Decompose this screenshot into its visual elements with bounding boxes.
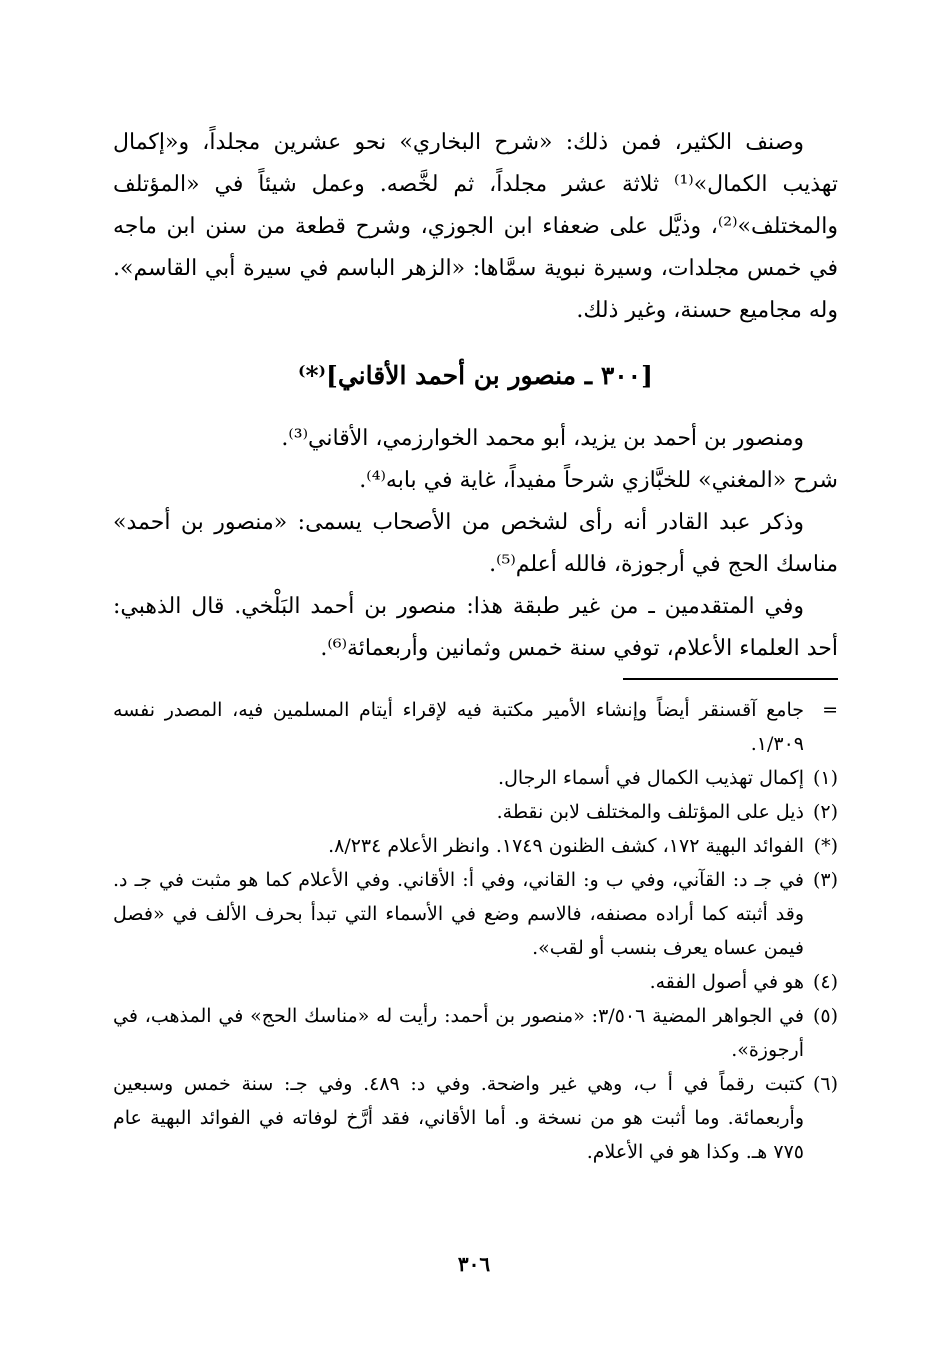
footnote-text: الفوائد البهية ١٧٢، كشف الظنون ١٧٤٩. وانظر الأعلام ٨/٢٣٤. — [328, 835, 804, 857]
footnote-mark: (٦) — [812, 1073, 838, 1095]
page-number: ٣٠٦ — [457, 1252, 491, 1276]
footnote-text: إكمال تهذيب الكمال في أسماء الرجال. — [498, 767, 804, 789]
footnote-mark: = — [822, 699, 838, 721]
footnote-item — [113, 999, 838, 1067]
footnote-mark: (٤) — [812, 971, 838, 993]
footnote-item — [113, 693, 838, 761]
entry-text-block — [113, 418, 838, 670]
entry-paragraph-3: وذكر عبد القادر أنه رأى لشخص من الأصحاب يسمى: «منصور بن أحمد» مناسك الحج في أرجوزة، فالله أعلم⁽⁵⁾. — [113, 510, 838, 577]
main-text-block — [113, 122, 838, 332]
paragraph-works: وصنف الكثير، فمن ذلك: «شرح البخاري» نحو عشرين مجلداً، و«إكمال تهذيب الكمال»⁽¹⁾ ثلاثة عشر مجلداً، ثم لخَّصه. وعمل شيئاً في «المؤتلف والمختلف»⁽²⁾، وذيَّل على ضعفاء ابن الجوزي، وشرح قطعة من سنن ابن ماجه في خمس مجلدات، وسيرة نبوية سمَّاها: «الزهر الباسم في سيرة أبي القاسم». وله مجاميع حسنة، وغير ذلك. — [113, 130, 839, 323]
footnote-item — [113, 863, 838, 965]
footnote-item — [113, 1067, 838, 1169]
footnote-text: كتبت رقماً في أ ب، وهي غير واضحة. وفي د: ٤٨٩. وفي جـ: سنة خمس وسبعين وأربعمائة. وما أثبت هو من نسخة و. أما الأقاني، فقد أرَّخ لوفاته في الفوائد البهية عام ٧٧٥ هـ. وكذا هو في الأعلام. — [113, 1073, 805, 1163]
footnote-text: جامع آقسنقر أيضاً وإنشاء الأمير مكتبة فيه لإقراء أيتام المسلمين فيه، المصدر نفسه ١/٣٠٩. — [113, 699, 804, 755]
footnote-text: ذيل على المؤتلف والمختلف لابن نقطة. — [496, 801, 804, 823]
footnote-mark: (٢) — [812, 801, 838, 823]
footnote-item — [113, 829, 838, 863]
entry-heading: [٣٠٠ ـ منصور بن أحمد الأقاني]⁽*⁾ — [298, 361, 653, 390]
footnote-text: في الجواهر المضية ٣/٥٠٦: «منصور بن أحمد: رأيت له «مناسك الحج» في المذهب، في أرجوزة». — [113, 1005, 804, 1061]
footnote-mark: (٣) — [812, 869, 838, 891]
footnote-mark: (*) — [813, 835, 838, 857]
entry-paragraph-2: شرح «المغني» للخبَّازي شرحاً مفيداً، غاية في بابه⁽⁴⁾. — [359, 468, 838, 493]
footnote-item — [113, 795, 838, 829]
entry-paragraph-4: وفي المتقدمين ـ من غير طبقة هذا: منصور بن أحمد البَلْخي. قال الذهبي: أحد العلماء الأعلام، توفي سنة خمس وثمانين وأربعمائة⁽⁶⁾. — [113, 594, 838, 661]
footnote-item — [113, 761, 838, 795]
footnote-item — [113, 965, 838, 999]
footnote-text: في جـ د: القآني، وفي ب و: القاني، وفي أ: الأقاني. وفي الأعلام كما هو مثبت في جـ د. وقد أثبته كما أراده مصنفه، فالاسم وضع في الأسماء التي تبدأ بحرف الألف في «فصل فيمن عساه يعرف بنسب أو لقب». — [113, 869, 804, 959]
footnotes-block — [113, 693, 838, 1169]
footnote-mark: (٥) — [812, 1005, 838, 1027]
footnote-divider — [623, 678, 838, 680]
footnote-text: هو في أصول الفقه. — [649, 971, 804, 993]
footnote-mark: (١) — [812, 767, 838, 789]
entry-paragraph-1: ومنصور بن أحمد بن يزيد، أبو محمد الخوارزمي، الأقاني⁽³⁾. — [281, 426, 804, 451]
